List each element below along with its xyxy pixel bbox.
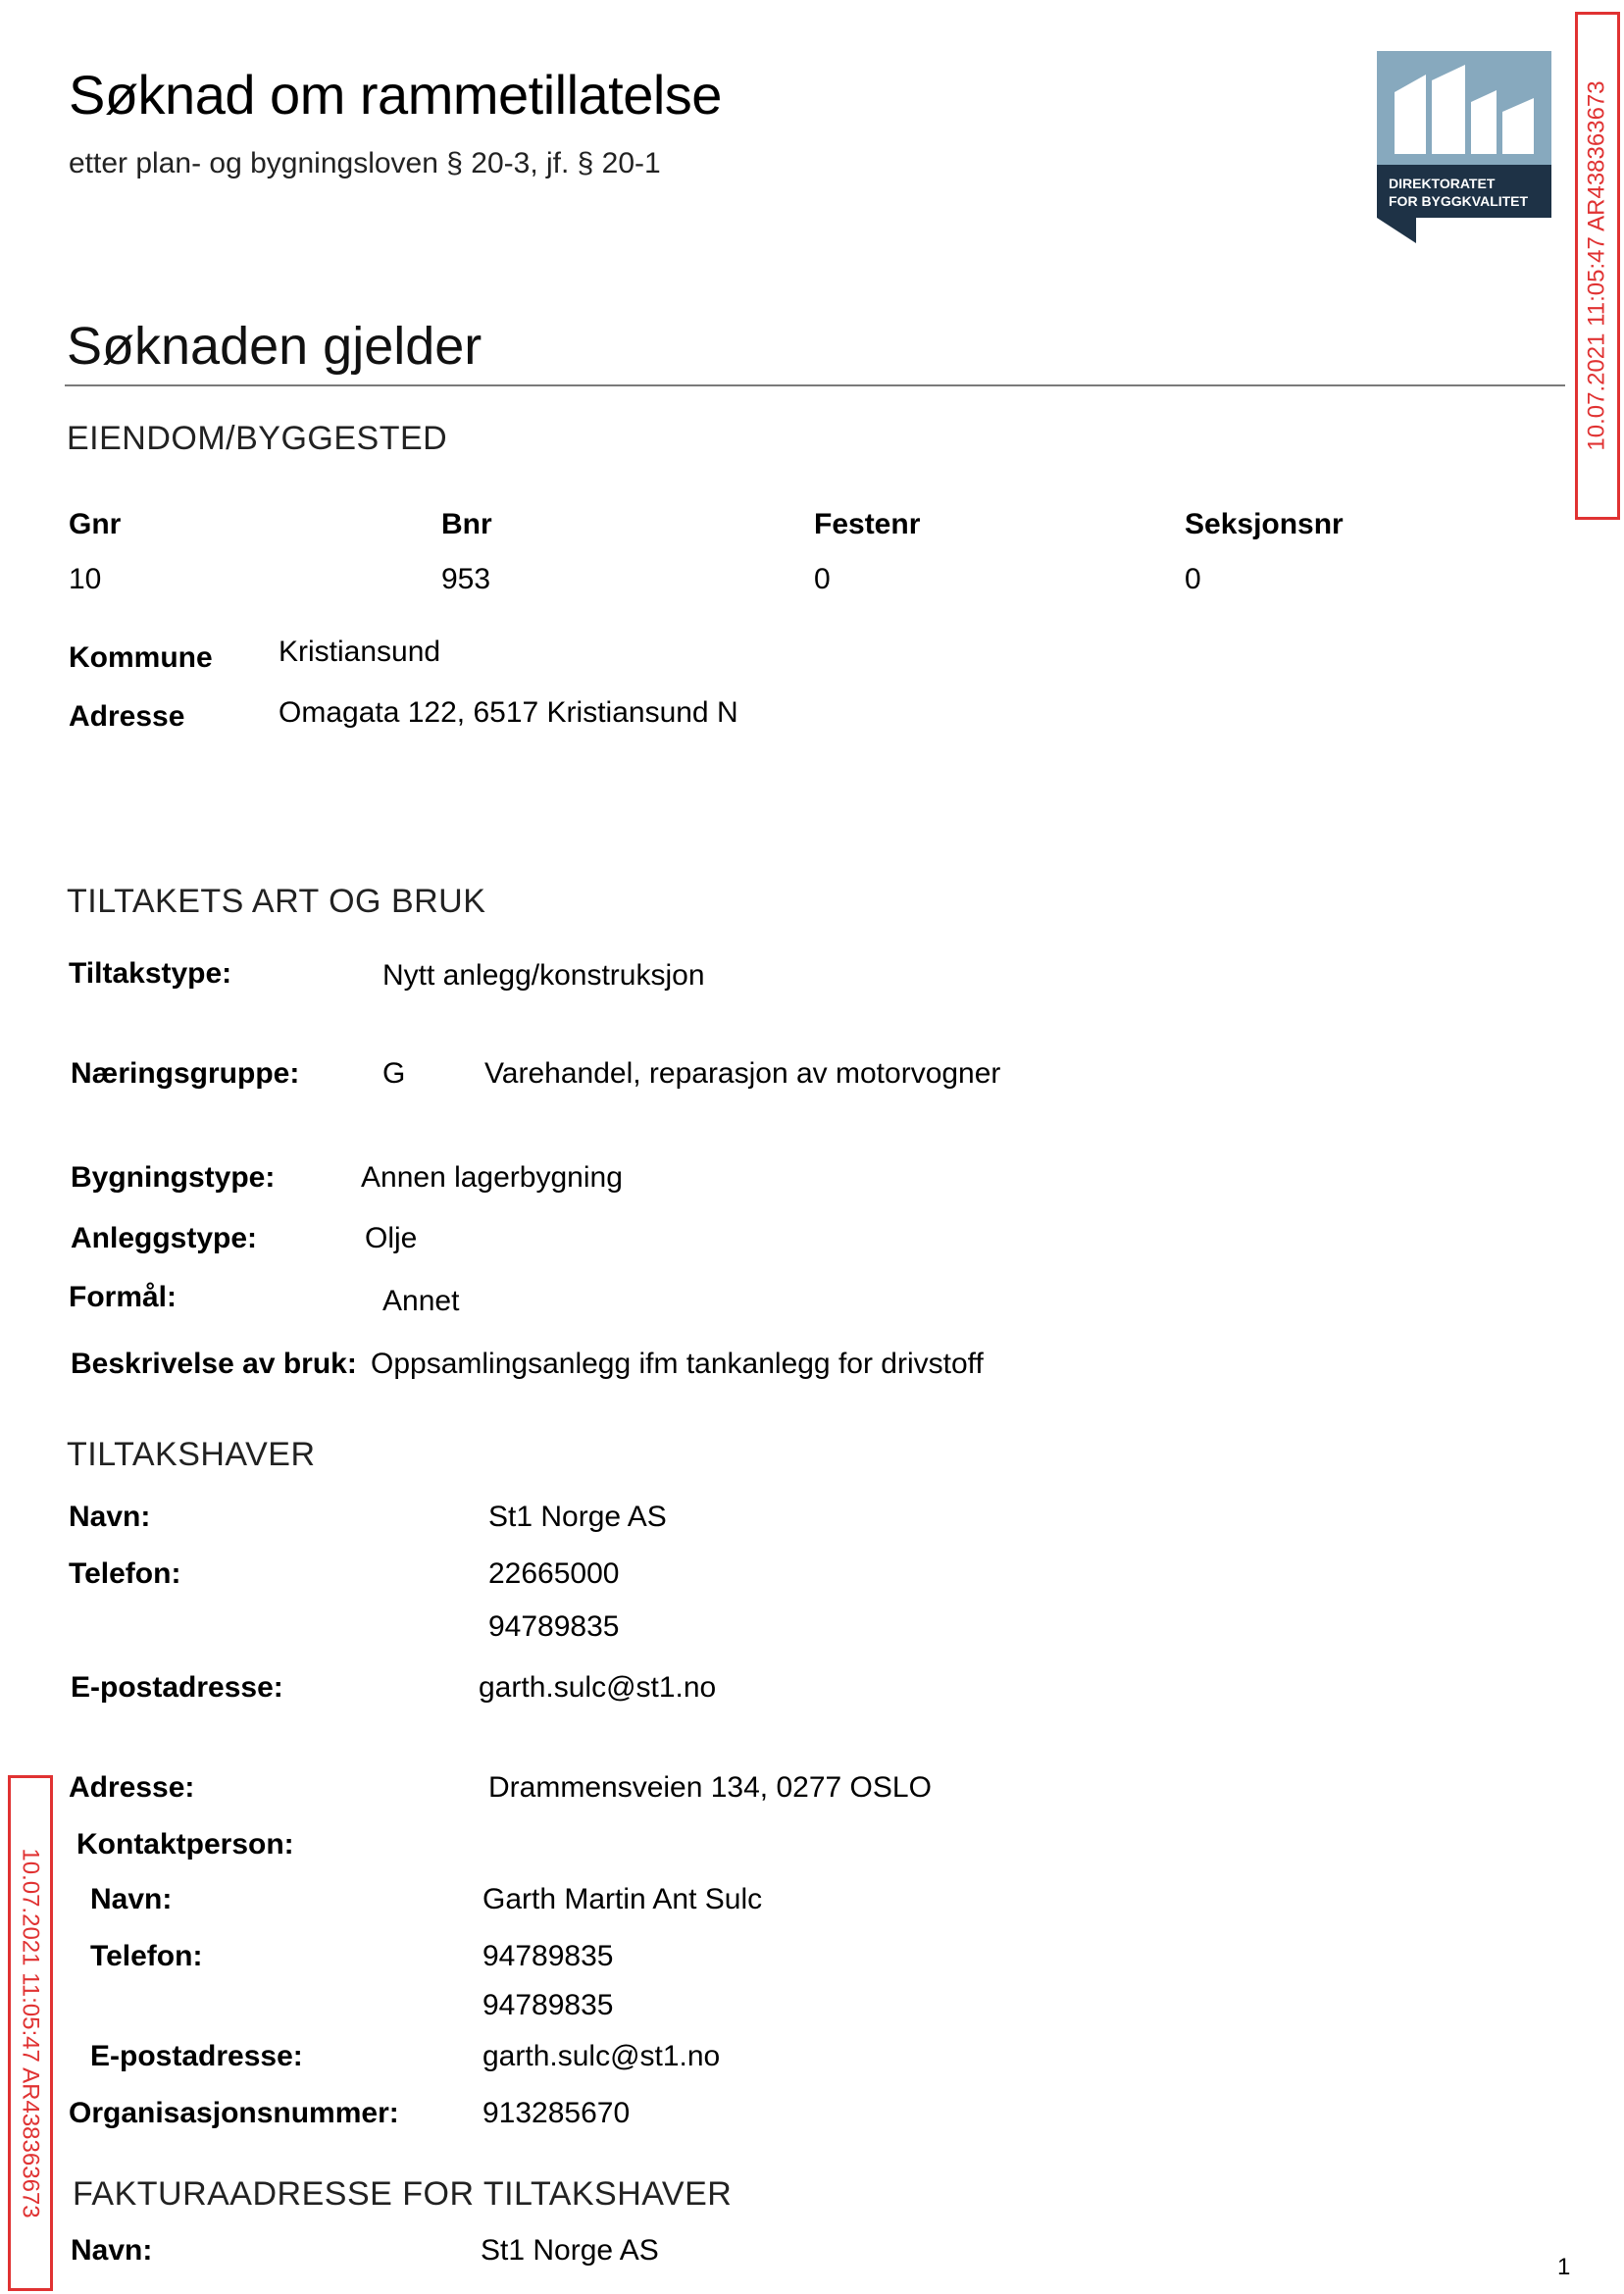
beskrivelse-value: Oppsamlingsanlegg ifm tankanlegg for drivstoff [371,1348,984,1380]
heading-faktura: FAKTURAADRESSE FOR TILTAKSHAVER [73,2175,733,2213]
formaal-value: Annet [382,1285,460,1317]
tiltakshaver-adresse-label: Adresse: [69,1771,195,1804]
heading-tiltak: TILTAKETS ART OG BRUK [67,883,486,920]
kommune-label: Kommune [69,641,213,674]
tiltakshaver-adresse-value: Drammensveien 134, 0277 OSLO [488,1771,932,1804]
stamp-text: 10.07.2021 11:05:47 AR438363673 [18,1848,44,2218]
adresse-label: Adresse [69,700,185,733]
kontaktperson-label: Kontaktperson: [76,1828,294,1861]
anleggstype-value: Olje [365,1222,418,1254]
seksjonsnr-value: 0 [1185,563,1201,595]
kontakt-telefon-value-1: 94789835 [482,1940,614,1972]
telefon-value-2: 94789835 [488,1610,620,1643]
orgnr-value: 913285670 [482,2097,631,2129]
kontakt-navn-value: Garth Martin Ant Sulc [482,1883,763,1915]
logo-text-line1: DIREKTORATET [1389,176,1496,191]
document-title: Søknad om rammetillatelse [69,64,722,126]
logo-text-line2: FOR BYGGKVALITET [1389,193,1529,209]
tiltakstype-label: Tiltakstype: [69,957,232,990]
festenr-label: Festenr [814,508,921,540]
timestamp-stamp-right [1575,12,1620,520]
seksjonsnr-label: Seksjonsnr [1185,508,1344,540]
heading-eiendom: EIENDOM/BYGGESTED [67,420,448,457]
gnr-value: 10 [69,563,102,595]
kontakt-telefon-label: Telefon: [90,1940,203,1972]
faktura-navn-label: Navn: [71,2234,153,2267]
section-title: Søknaden gjelder [67,317,482,376]
heading-tiltakshaver: TILTAKSHAVER [67,1436,316,1473]
faktura-navn-value: St1 Norge AS [481,2234,659,2267]
orgnr-label: Organisasjonsnummer: [69,2097,399,2129]
stamp-text: 10.07.2021 11:05:47 AR438363673 [1584,80,1610,451]
navn-label: Navn: [69,1501,151,1533]
telefon-label: Telefon: [69,1557,181,1590]
document-subtitle: etter plan- og bygningsloven § 20-3, jf. § 20-1 [69,147,661,179]
bygningstype-value: Annen lagerbygning [361,1161,623,1194]
anleggstype-label: Anleggstype: [71,1222,258,1254]
telefon-value-1: 22665000 [488,1557,620,1590]
epost-value: garth.sulc@st1.no [479,1671,717,1704]
gnr-label: Gnr [69,508,122,540]
bygningstype-label: Bygningstype: [71,1161,276,1194]
naeringsgruppe-code: G [382,1057,406,1090]
kontakt-navn-label: Navn: [90,1883,173,1915]
festenr-value: 0 [814,563,831,595]
formaal-label: Formål: [69,1281,178,1313]
kontakt-epost-label: E-postadresse: [90,2040,303,2072]
bnr-value: 953 [441,563,491,595]
section-divider [65,384,1565,386]
epost-label: E-postadresse: [71,1671,283,1704]
kontakt-telefon-value-2: 94789835 [482,1989,614,2021]
adresse-value: Omagata 122, 6517 Kristiansund N [279,696,738,729]
dibk-logo [1377,51,1551,243]
timestamp-stamp-left [8,1775,53,2291]
naeringsgruppe-value: Varehandel, reparasjon av motorvogner [484,1057,1001,1090]
navn-value: St1 Norge AS [488,1501,667,1533]
bnr-label: Bnr [441,508,492,540]
page-number: 1 [1557,2254,1571,2280]
beskrivelse-label: Beskrivelse av bruk: [71,1348,357,1380]
naeringsgruppe-label: Næringsgruppe: [71,1057,300,1090]
kontakt-epost-value: garth.sulc@st1.no [482,2040,721,2072]
kommune-value: Kristiansund [279,636,441,668]
tiltakstype-value: Nytt anlegg/konstruksjon [382,959,705,992]
